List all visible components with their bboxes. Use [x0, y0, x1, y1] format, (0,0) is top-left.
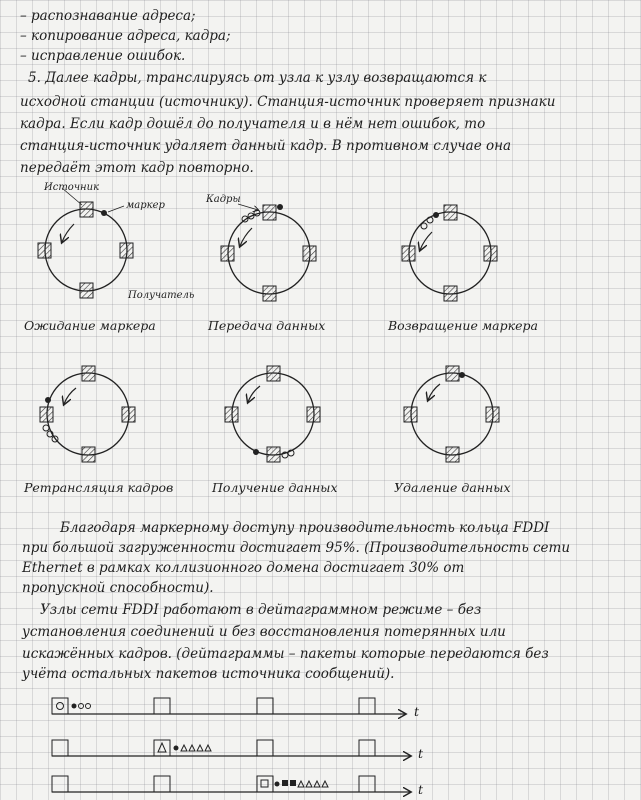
label-receiver: Получатель	[128, 290, 195, 301]
ring-1	[38, 188, 133, 298]
ring-6	[404, 366, 499, 462]
para2-line-8: учёта остальных пакетов источника сообщений).	[22, 666, 395, 682]
ring-4	[40, 366, 135, 462]
caption-2: Передача данных	[208, 318, 326, 333]
label-marker: маркер	[126, 200, 165, 211]
timeline-1	[52, 698, 405, 714]
text-line-6: кадра. Если кадр дошёл до получателя и в нём нет ошибок, то	[20, 116, 486, 132]
text-line-3: – исправление ошибок.	[20, 48, 186, 64]
caption-1: Ожидание маркера	[24, 318, 156, 333]
para2-line-6: установления соединений и без восстановления потерянных или	[22, 624, 506, 640]
t-label-2: t	[418, 746, 424, 761]
para2-line-2: при большой загруженности достигает 95%. (Производительность сети	[22, 540, 571, 556]
t-label-3: t	[418, 782, 424, 797]
timeline-2	[52, 740, 410, 756]
caption-5: Получение данных	[212, 480, 338, 495]
para2-line-7: искажённых кадров. (дейтаграммы – пакеты которые передаются без	[22, 646, 549, 662]
text-line-8: передаёт этот кадр повторно.	[20, 160, 254, 176]
ring-3	[402, 205, 497, 301]
caption-3: Возвращение маркера	[388, 318, 538, 333]
label-source: Источник	[44, 182, 100, 193]
para2-line-3: Ethernet в рамках коллизионного домена достигает 30% от	[22, 560, 465, 576]
text-line-4: 5. Далее кадры, транслируясь от узла к узлу возвращаются к	[28, 70, 487, 86]
text-line-5: исходной станции (источнику). Станция-источник проверяет признаки	[20, 94, 556, 110]
text-line-2: – копирование адреса, кадра;	[20, 28, 231, 44]
text-line-1: – распознавание адреса;	[20, 8, 196, 24]
text-line-7: станция-источник удаляет данный кадр. В противном случае она	[20, 138, 512, 154]
caption-4: Ретрансляция кадров	[24, 480, 174, 495]
ring-5	[225, 366, 320, 462]
timeline-3	[52, 776, 410, 792]
para2-line-5: Узлы сети FDDI работают в дейтаграммном режиме – без	[40, 602, 482, 618]
ring-2	[221, 204, 316, 301]
para2-line-1: Благодаря маркерному доступу производительность кольца FDDI	[60, 520, 550, 536]
t-label-1: t	[414, 704, 420, 719]
caption-6: Удаление данных	[394, 480, 511, 495]
label-frames: Кадры	[206, 194, 241, 205]
para2-line-4: пропускной способности).	[22, 580, 214, 596]
